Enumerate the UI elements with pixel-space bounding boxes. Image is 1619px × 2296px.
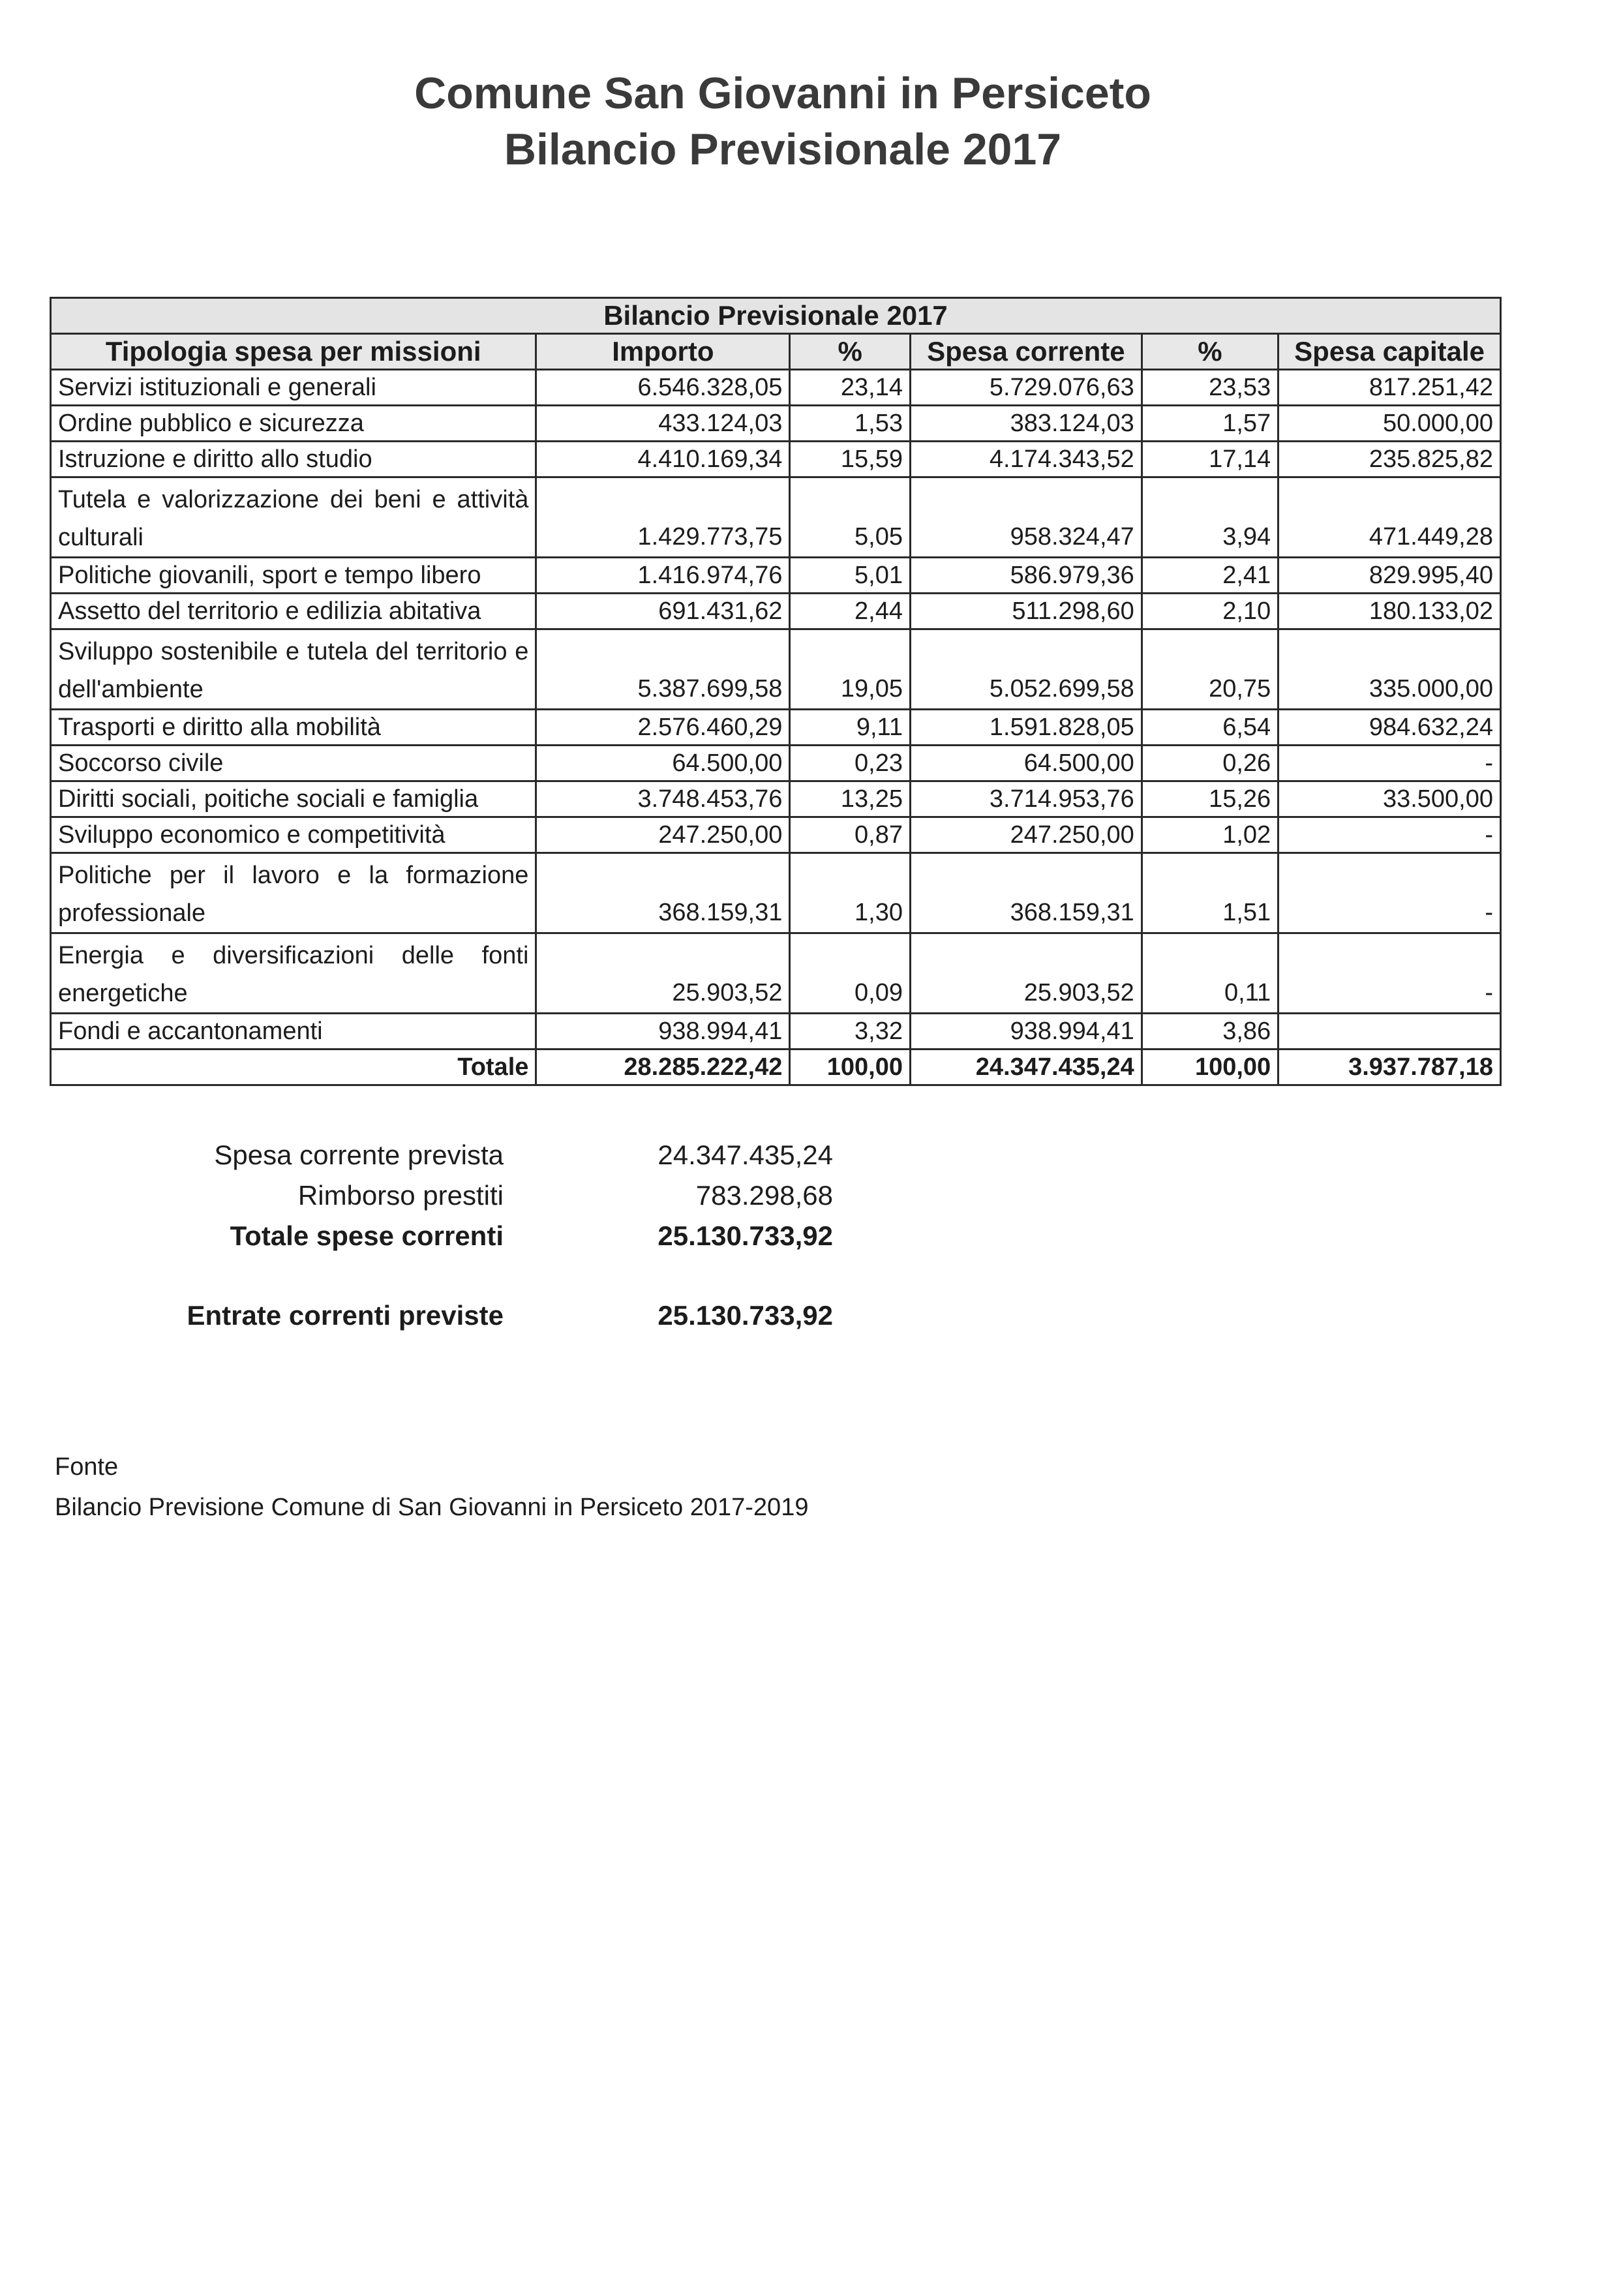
row-spesa-corrente: 5.729.076,63 [911, 370, 1142, 406]
row-percent-importo: 0,87 [790, 817, 911, 853]
row-importo: 5.387.699,58 [536, 629, 790, 710]
header-spesa-capitale: Spesa capitale [1279, 334, 1501, 370]
row-importo: 433.124,03 [536, 406, 790, 442]
spesa-corrente-label: Spesa corrente prevista [214, 1140, 504, 1170]
row-importo: 64.500,00 [536, 746, 790, 781]
row-percent-corrente: 1,02 [1142, 817, 1278, 853]
row-importo: 247.250,00 [536, 817, 790, 853]
total-percent-importo: 100,00 [790, 1050, 911, 1085]
row-percent-importo: 5,05 [790, 477, 911, 558]
table-row [51, 477, 1501, 558]
table-row [51, 594, 1501, 629]
row-spesa-capitale: 817.251,42 [1279, 370, 1501, 406]
table-super-header: Bilancio Previsionale 2017 [51, 298, 1501, 334]
title-line-2: Bilancio Previsionale 2017 [504, 125, 1062, 174]
row-description: Sviluppo sostenibile e tutela del territorio e dell'ambiente [51, 629, 536, 710]
row-spesa-corrente: 25.903,52 [911, 933, 1142, 1014]
header-percent-corrente: % [1142, 334, 1278, 370]
row-description: Politiche giovanili, sport e tempo libero [51, 558, 536, 594]
row-spesa-capitale [1279, 1014, 1501, 1050]
total-importo: 28.285.222,42 [536, 1050, 790, 1085]
row-description: Energia e diversificazioni delle fonti energetiche [51, 933, 536, 1014]
row-importo: 368.159,31 [536, 853, 790, 933]
entrate-label: Entrate correnti previste [187, 1300, 504, 1331]
table-row [51, 746, 1501, 781]
row-spesa-corrente: 586.979,36 [911, 558, 1142, 594]
row-spesa-capitale: 471.449,28 [1279, 477, 1501, 558]
row-spesa-capitale: - [1279, 853, 1501, 933]
row-spesa-corrente: 64.500,00 [911, 746, 1142, 781]
row-spesa-capitale: - [1279, 746, 1501, 781]
row-spesa-capitale: 180.133,02 [1279, 594, 1501, 629]
table-row [51, 406, 1501, 442]
row-percent-importo: 2,44 [790, 594, 911, 629]
summary-row-entrate [98, 1295, 833, 1336]
row-spesa-capitale: 829.995,40 [1279, 558, 1501, 594]
row-spesa-corrente: 511.298,60 [911, 594, 1142, 629]
row-percent-corrente: 6,54 [1142, 710, 1278, 746]
row-description: Servizi istituzionali e generali [51, 370, 536, 406]
table-row [51, 853, 1501, 933]
row-description: Sviluppo economico e competitività [51, 817, 536, 853]
row-spesa-capitale: 33.500,00 [1279, 781, 1501, 817]
row-description: Assetto del territorio e edilizia abitativa [51, 594, 536, 629]
row-percent-corrente: 3,94 [1142, 477, 1278, 558]
row-percent-corrente: 2,41 [1142, 558, 1278, 594]
header-importo: Importo [536, 334, 790, 370]
row-spesa-capitale: 335.000,00 [1279, 629, 1501, 710]
entrate-value: 25.130.733,92 [658, 1300, 833, 1331]
row-description: Tutela e valorizzazione dei beni e attività culturali [51, 477, 536, 558]
row-description: Istruzione e diritto allo studio [51, 442, 536, 477]
title-line-1: Comune San Giovanni in Persiceto [414, 68, 1151, 118]
source-label: Fonte [55, 1453, 119, 1481]
row-percent-corrente: 23,53 [1142, 370, 1278, 406]
row-importo: 3.748.453,76 [536, 781, 790, 817]
row-percent-importo: 0,09 [790, 933, 911, 1014]
table-row [51, 370, 1501, 406]
total-percent-corrente: 100,00 [1142, 1050, 1278, 1085]
row-percent-importo: 0,23 [790, 746, 911, 781]
source-text: Bilancio Previsione Comune di San Giovanni in Persiceto 2017-2019 [55, 1494, 809, 1521]
table-row [51, 710, 1501, 746]
row-importo: 1.416.974,76 [536, 558, 790, 594]
row-importo: 25.903,52 [536, 933, 790, 1014]
document-title [0, 65, 1566, 177]
row-spesa-corrente: 4.174.343,52 [911, 442, 1142, 477]
rimborso-label: Rimborso prestiti [297, 1180, 504, 1211]
summary-block [98, 1135, 833, 1336]
row-description: Politiche per il lavoro e la formazione professionale [51, 853, 536, 933]
row-importo: 2.576.460,29 [536, 710, 790, 746]
total-spesa-corrente: 24.347.435,24 [911, 1050, 1142, 1085]
row-spesa-capitale: 50.000,00 [1279, 406, 1501, 442]
row-spesa-capitale: - [1279, 933, 1501, 1014]
table-row [51, 781, 1501, 817]
row-description: Soccorso civile [51, 746, 536, 781]
row-spesa-capitale: 235.825,82 [1279, 442, 1501, 477]
row-percent-importo: 15,59 [790, 442, 911, 477]
row-percent-corrente: 1,51 [1142, 853, 1278, 933]
row-percent-corrente: 17,14 [1142, 442, 1278, 477]
table-header-row [51, 334, 1501, 370]
source-note [55, 1447, 808, 1528]
row-percent-importo: 9,11 [790, 710, 911, 746]
row-description: Diritti sociali, poitiche sociali e famiglia [51, 781, 536, 817]
row-importo: 691.431,62 [536, 594, 790, 629]
header-percent-importo: % [790, 334, 911, 370]
totale-value: 25.130.733,92 [658, 1220, 833, 1251]
row-percent-importo: 19,05 [790, 629, 911, 710]
total-label: Totale [51, 1050, 536, 1085]
totale-label: Totale spese correnti [230, 1220, 504, 1251]
row-spesa-corrente: 368.159,31 [911, 853, 1142, 933]
row-percent-importo: 1,53 [790, 406, 911, 442]
rimborso-value: 783.298,68 [695, 1180, 833, 1211]
row-importo: 6.546.328,05 [536, 370, 790, 406]
row-percent-importo: 3,32 [790, 1014, 911, 1050]
row-spesa-corrente: 383.124,03 [911, 406, 1142, 442]
row-spesa-corrente: 3.714.953,76 [911, 781, 1142, 817]
table-row [51, 933, 1501, 1014]
table-row [51, 817, 1501, 853]
table-row [51, 629, 1501, 710]
row-importo: 1.429.773,75 [536, 477, 790, 558]
header-tipologia: Tipologia spesa per missioni [51, 334, 536, 370]
summary-row-totale [98, 1216, 833, 1256]
row-percent-importo: 23,14 [790, 370, 911, 406]
row-spesa-capitale: - [1279, 817, 1501, 853]
header-spesa-corrente: Spesa corrente [911, 334, 1142, 370]
row-spesa-corrente: 5.052.699,58 [911, 629, 1142, 710]
total-spesa-capitale: 3.937.787,18 [1279, 1050, 1501, 1085]
row-percent-importo: 5,01 [790, 558, 911, 594]
table-row [51, 558, 1501, 594]
row-description: Fondi e accantonamenti [51, 1014, 536, 1050]
row-percent-corrente: 3,86 [1142, 1014, 1278, 1050]
row-description: Ordine pubblico e sicurezza [51, 406, 536, 442]
row-percent-corrente: 1,57 [1142, 406, 1278, 442]
spesa-corrente-value: 24.347.435,24 [658, 1140, 833, 1170]
row-spesa-corrente: 938.994,41 [911, 1014, 1142, 1050]
row-percent-corrente: 0,11 [1142, 933, 1278, 1014]
table-row [51, 442, 1501, 477]
row-description: Trasporti e diritto alla mobilità [51, 710, 536, 746]
row-percent-corrente: 0,26 [1142, 746, 1278, 781]
row-percent-corrente: 15,26 [1142, 781, 1278, 817]
row-percent-importo: 13,25 [790, 781, 911, 817]
summary-row-rimborso [98, 1175, 833, 1216]
row-percent-importo: 1,30 [790, 853, 911, 933]
table-super-header-row [51, 298, 1501, 334]
row-spesa-capitale: 984.632,24 [1279, 710, 1501, 746]
row-percent-corrente: 2,10 [1142, 594, 1278, 629]
row-spesa-corrente: 1.591.828,05 [911, 710, 1142, 746]
row-spesa-corrente: 958.324,47 [911, 477, 1142, 558]
row-importo: 938.994,41 [536, 1014, 790, 1050]
table-row [51, 1014, 1501, 1050]
table-total-row [51, 1050, 1501, 1085]
row-importo: 4.410.169,34 [536, 442, 790, 477]
budget-table [50, 297, 1502, 1086]
summary-row-spesa-corrente [98, 1135, 833, 1175]
row-spesa-corrente: 247.250,00 [911, 817, 1142, 853]
row-percent-corrente: 20,75 [1142, 629, 1278, 710]
